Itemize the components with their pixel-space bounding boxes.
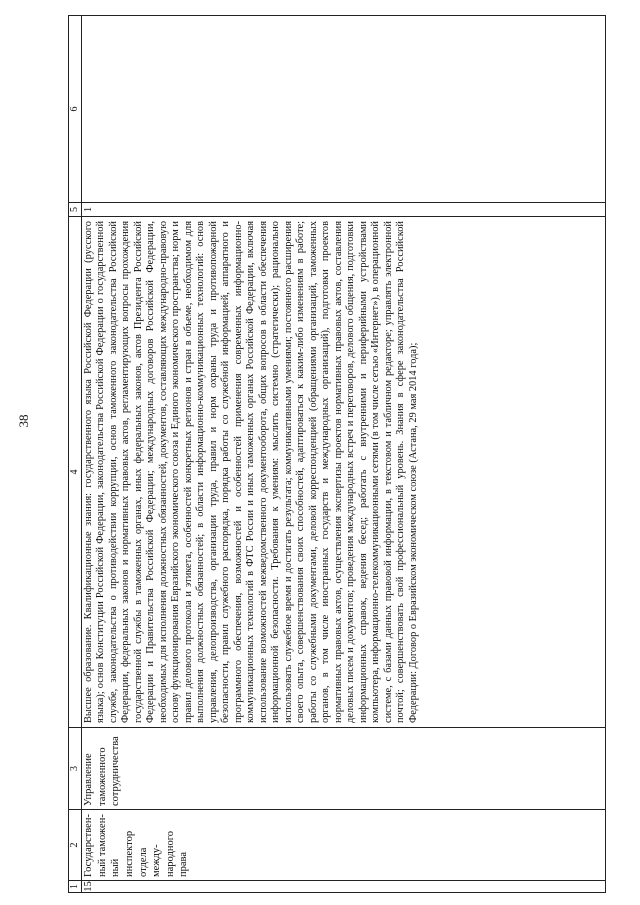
table-row (82, 16, 606, 893)
qualification-requirements: Высшее образование. Квалификационные знания: государственного языка Российской Федерации (русского языка); основ Конституции Российской Федерации, законодательства Российской Федерации о государственной службе, законодательства о противодействии коррупции, основ таможенного законодательства Российской Федерации, федеральных законов и нормативных правовых актов, регламентирующих вопросы прохождения государственной службы в таможенных органах, иных федеральных законов, актов Президента Российской Федерации и Правительства Российской Федерации; международных договоров Российской Федерации, необходимых для исполнения должностных обязанностей, документов, составляющих международно-правовую основу функционирования Евразийского экономического союза и Единого экономического пространства; норм и правил делового протокола и этикета, особенностей конкретных регионов и стран в объеме, необходимом для выполнения должностных обязанностей; в области информационно-коммуникационных технологий: основ управления, делопроизводства, организации труда, правил и норм охраны труда и противопожарной безопасности, правил служебного распорядка, порядка работы со служебной информацией, аппаратного и программного обеспечения, возможностей и особенностей применения современных информационно-коммуникационных технологий в ФТС России и иных таможенных органах Российской Федерации, включая использование возможностей межведомственного документооборота, общих вопросов в области обеспечения информационной безопасности. Требования к умениям: мыслить системно (стратегически); рационально использовать служебное время и достигать результата; коммуникативными умениями; постоянного расширения своего опыта, совершенствования своих способностей, адаптироваться к каким-либо изменениям в работе; работы со служебными документами, деловой корреспонденцией (обращениями организаций, таможенных органов, в том числе иностранных государств и международных организаций), подготовки проектов нормативных правовых актов, осуществления экспертизы проектов нормативных правовых актов, составления деловых писем и документов; проведения международных встреч и переговоров, делового общения, подготовки информационных справок, ведения бесед; работать с внутренними и периферийными устройствами компьютера, информационно-телекоммуникационными сетями (в том числе сетью «Интернет»), в операционной системе, с базами данных правовой информации, в текстовом и табличном редакторе; управлять электронной почтой; совершенствовать свой профессиональный уровень. Знания в сфере законодательства Российской Федерации: Договор о Евразийском экономическом союзе (Астана, 29 мая 2014 года); (82, 217, 606, 728)
header-col-4: 4 (69, 217, 82, 728)
staffing-table (68, 15, 606, 893)
page-number: 38 (16, 414, 31, 428)
header-col-6: 6 (69, 16, 82, 203)
header-col-3: 3 (69, 728, 82, 810)
row-number: 15 (82, 881, 606, 893)
position-title: Государственный таможенный инспектор отдела международного права (82, 810, 606, 881)
col5-value: 1 (82, 203, 606, 217)
rotated-page (68, 15, 606, 893)
department-name: Управление таможенного сотрудничества (82, 728, 606, 810)
header-row (69, 16, 82, 893)
header-col-5: 5 (69, 203, 82, 217)
col6-value (82, 16, 606, 203)
header-col-2: 2 (69, 810, 82, 881)
header-col-1: 1 (69, 881, 82, 893)
